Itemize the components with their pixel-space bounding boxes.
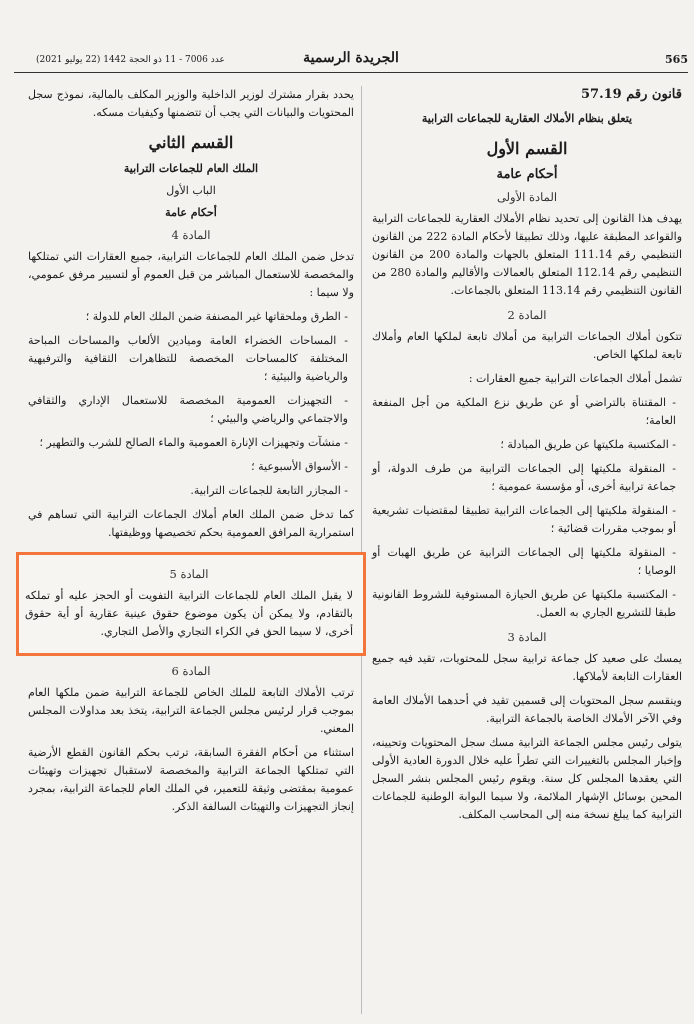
list-item: - الأسواق الأسبوعية ؛: [251, 460, 348, 473]
article-text: يتولى رئيس مجلس الجماعة الترابية مسك سجل المحتويات وتحيينه، وإخبار المجلس بالتغييرات التي تطرأ عليه خلال الدورة العادية الأولى التي يعقدها المجلس كل سنة. ويقوم رئيس المجلس بنشر السجل المحين بوسائل الإشهار الملائمة، ولا سيما البوابة الوطنية للجماعات الترابية كما يبلغ نسخة منه إلى المحاسب المكلف.: [372, 736, 682, 821]
article-text: كما تدخل ضمن الملك العام أملاك الجماعات الترابية التي تساهم في استمرارية المرافق العمومية بحكم تخصيصها ووظيفتها.: [28, 508, 354, 539]
column-divider: [361, 86, 362, 1014]
list-item: - المنقولة ملكيتها إلى الجماعات الترابية تطبيقا لمقتضيات تشريعية أو بموجب مقررات قضائية ؛: [372, 504, 676, 535]
article-label: المادة 3: [507, 630, 547, 644]
gazette-title: الجريدة الرسمية: [303, 50, 399, 66]
law-number: قانون رقم 57.19: [581, 87, 682, 102]
list-item: - المجازر التابعة للجماعات الترابية.: [190, 484, 348, 497]
law-subject: يتعلق بنظام الأملاك العقارية للجماعات الترابية: [421, 112, 633, 125]
article-label: المادة 6: [171, 664, 211, 678]
chapter-heading: الباب الأول: [166, 184, 216, 197]
list-item: - المنقولة ملكيتها إلى الجماعات الترابية عن طريق الهبات أو الوصايا ؛: [372, 546, 676, 577]
section-heading: القسم الأول: [486, 139, 568, 158]
article-text: تشمل أملاك الجماعات الترابية جميع العقارات :: [468, 372, 682, 385]
list-item: - المنقولة ملكيتها إلى الجماعات الترابية من طرف الدولة، أو جماعة ترابية أخرى، أو مؤسسة عمومية ؛: [372, 462, 676, 493]
page-header: [14, 50, 688, 73]
list-item: - التجهيزات العمومية المخصصة للاستعمال الإداري والثقافي والاجتماعي والرياضي والبيئي ؛: [28, 394, 348, 425]
article-text: يحدد بقرار مشترك لوزير الداخلية والوزير المكلف بالمالية، نموذج سجل المحتويات والبيانات التي يجب أن تتضمنها وكيفيات مسكه.: [28, 88, 354, 119]
article-label: المادة 2: [507, 308, 547, 322]
issue-info: عدد 7006 - 11 ذو الحجة 1442 (22 يوليو 2021): [36, 55, 225, 65]
right-column: [372, 86, 682, 1014]
article-text: وينقسم سجل المحتويات إلى قسمين تقيد في أحدهما الأملاك العامة وفي الآخر الأملاك الخاصة بالجماعة الترابية.: [372, 694, 682, 725]
article-label: المادة 5: [169, 567, 209, 581]
article-text: لا يقبل الملك العام للجماعات الترابية التفويت أو الحجز عليه أو تملكه بالتقادم، ولا يمكن أن يكون موضوع حقوق عينية عقارية أو أية حقوق أخرى، لا سيما الحق في الكراء التجاري والأصل التجاري.: [25, 589, 353, 638]
list-item: - الطرق وملحقاتها غير المصنفة ضمن الملك العام للدولة ؛: [85, 310, 348, 323]
article-text: تتكون أملاك الجماعات الترابية من أملاك تابعة لملكها العام وأملاك تابعة لملكها الخاص.: [372, 330, 682, 361]
list-item: - المساحات الخضراء العامة وميادين الألعاب والمساحات المباحة المختلفة كالمساحات المخصصة للتظاهرات الثقافية والترفيهية والرياضية والبيئية ؛: [28, 334, 348, 383]
article-label: المادة الأولى: [496, 190, 558, 204]
article-label: المادة 4: [171, 228, 211, 242]
list-item: - المكتسبة ملكيتها عن طريق الحيازة المستوفية للشروط القانونية طبقا للتشريع الجاري به العمل.: [372, 588, 677, 619]
list-item: - المقتناة بالتراضي أو عن طريق نزع الملكية من أجل المنفعة العامة؛: [372, 396, 677, 427]
article-text: يمسك على صعيد كل جماعة ترابية سجل للمحتويات، تقيد فيه جميع العقارات التابعة لأملاكها.: [372, 652, 682, 683]
section-heading: القسم الثاني: [148, 133, 234, 152]
list-item: - منشآت وتجهيزات الإنارة العمومية والماء الصالح للشرب والتطهير ؛: [39, 436, 348, 449]
left-column: [25, 86, 354, 1014]
highlighted-article: [16, 552, 366, 656]
article-text: استثناء من أحكام الفقرة السابقة، ترتب بحكم القانون القطع الأرضية التي تمتلكها الجماعة الترابية والمخصصة لاستقبال تجهيزات وتهيئات عمومية بمقتضى وثيقة للتعمير، في الملك العام للجماعة الترابية، بمجرد إنجاز التجهيزات والتهيئات السالفة الذكر.: [28, 746, 354, 813]
article-text: ترتب الأملاك التابعة للملك الخاص للجماعة الترابية ضمن ملكها العام بموجب قرار لرئيس مجلس الجماعة الترابية، يتخذ بعد مداولات المجلس المعني.: [28, 686, 354, 735]
chapter-title: أحكام عامة: [165, 206, 217, 219]
section-title: أحكام عامة: [496, 167, 558, 182]
article-text: يهدف هذا القانون إلى تحديد نظام الأملاك العقارية للجماعات الترابية والقواعد المطبقة عليها، وذلك تطبيقا لأحكام المادة 222 من القانون التنظيمي رقم 111.14 المتعلق بالجهات والمادة 200 من القانون التنظيمي رقم 112.14 المتعلق بالعمالات والأقاليم والمادة 280 من القانون التنظيمي رقم 113.14 المتعلق بالجماعات.: [372, 212, 683, 297]
article-text: تدخل ضمن الملك العام للجماعات الترابية، جميع العقارات التي تمتلكها والمخصصة للاستعمال المباشر من قبل العموم أو لتسيير مرفق عمومي، ولا سيما :: [28, 250, 354, 299]
section-title: الملك العام للجماعات الترابية: [123, 162, 259, 175]
page-number: 565: [665, 53, 688, 66]
list-item: - المكتسبة ملكيتها عن طريق المبادلة ؛: [500, 438, 676, 451]
